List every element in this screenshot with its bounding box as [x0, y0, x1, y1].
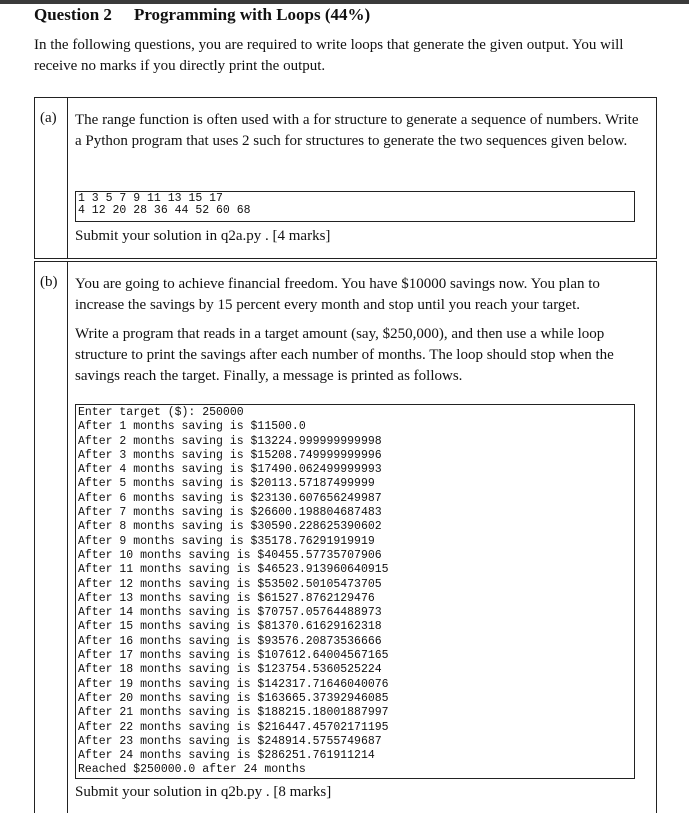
output-line: 1 3 5 7 9 11 13 15 17: [78, 193, 223, 205]
part-a-label: (a): [40, 110, 57, 126]
output-line: After 2 months saving is $13224.999999999998: [78, 434, 382, 448]
output-line: After 14 months saving is $70757.05764488973: [78, 606, 382, 620]
question-number: Question 2: [34, 5, 112, 24]
top-rule: [0, 0, 689, 4]
part-a-box: [34, 97, 657, 259]
output-line: After 13 months saving is $61527.8762129476: [78, 591, 375, 605]
output-line: After 20 months saving is $163665.37392946085: [78, 691, 389, 705]
question-heading: [34, 5, 370, 25]
output-line: After 23 months saving is $248914.5755749687: [78, 734, 382, 748]
output-line: After 11 months saving is $46523.913960640915: [78, 563, 389, 577]
output-line: After 9 months saving is $35178.76291919919: [78, 534, 375, 548]
output-line: After 15 months saving is $81370.61629162318: [78, 620, 382, 634]
output-line: After 12 months saving is $53502.50105473705: [78, 577, 382, 591]
output-line: After 6 months saving is $23130.607656249987: [78, 491, 382, 505]
part-a-divider: [67, 98, 68, 258]
output-line: After 22 months saving is $216447.45702171195: [78, 720, 389, 734]
question-intro: In the following questions, you are required to write loops that generate the given output. You will receive no marks if you directly print the output.: [34, 37, 624, 74]
output-line: After 19 months saving is $142317.71646040076: [78, 677, 389, 691]
output-line: After 21 months saving is $188215.18001887997: [78, 706, 389, 720]
output-line: After 10 months saving is $40455.57735707906: [78, 548, 382, 562]
output-line: After 7 months saving is $26600.198804687483: [78, 506, 382, 520]
part-a-output-box: [75, 191, 635, 222]
part-b-submit: Submit your solution in q2b.py . [8 marks]: [75, 784, 332, 800]
output-line: After 16 months saving is $93576.20873536666: [78, 634, 382, 648]
output-line: After 5 months saving is $20113.57187499999: [78, 477, 375, 491]
output-line: After 18 months saving is $123754.5360525224: [78, 663, 382, 677]
part-b-text-2: Write a program that reads in a target amount (say, $250,000), and then use a while loop structure to print the savings after each number of months. The loop should stop when the savings reach the target. Finally, a message is printed as follows.: [75, 326, 614, 384]
output-line: 4 12 20 28 36 44 52 60 68: [78, 205, 251, 217]
output-line: After 3 months saving is $15208.749999999996: [78, 448, 382, 462]
part-b-text-1: You are going to achieve financial freedom. You have $10000 savings now. You plan to increase the savings by 15 percent every month and stop until you reach your target.: [75, 276, 600, 313]
part-a-text: The range function is often used with a for structure to generate a sequence of numbers. Write a Python program that uses 2 such for structures to generate the two sequences given below.: [75, 112, 639, 149]
output-line: After 4 months saving is $17490.062499999993: [78, 463, 382, 477]
output-line: After 8 months saving is $30590.228625390602: [78, 520, 382, 534]
part-a-submit: Submit your solution in q2a.py . [4 marks]: [75, 228, 331, 244]
output-line: After 24 months saving is $286251.761911214: [78, 749, 375, 763]
part-b-output-box: [75, 404, 635, 779]
output-line: After 17 months saving is $107612.64004567165: [78, 649, 389, 663]
part-b-divider: [67, 262, 68, 813]
part-b-label: (b): [40, 274, 58, 290]
output-line: After 1 months saving is $11500.0: [78, 420, 306, 434]
question-title: Programming with Loops (44%): [133, 5, 371, 24]
output-line: Reached $250000.0 after 24 months: [78, 763, 306, 777]
output-line: Enter target ($): 250000: [78, 406, 244, 419]
part-b-box: [34, 261, 657, 813]
